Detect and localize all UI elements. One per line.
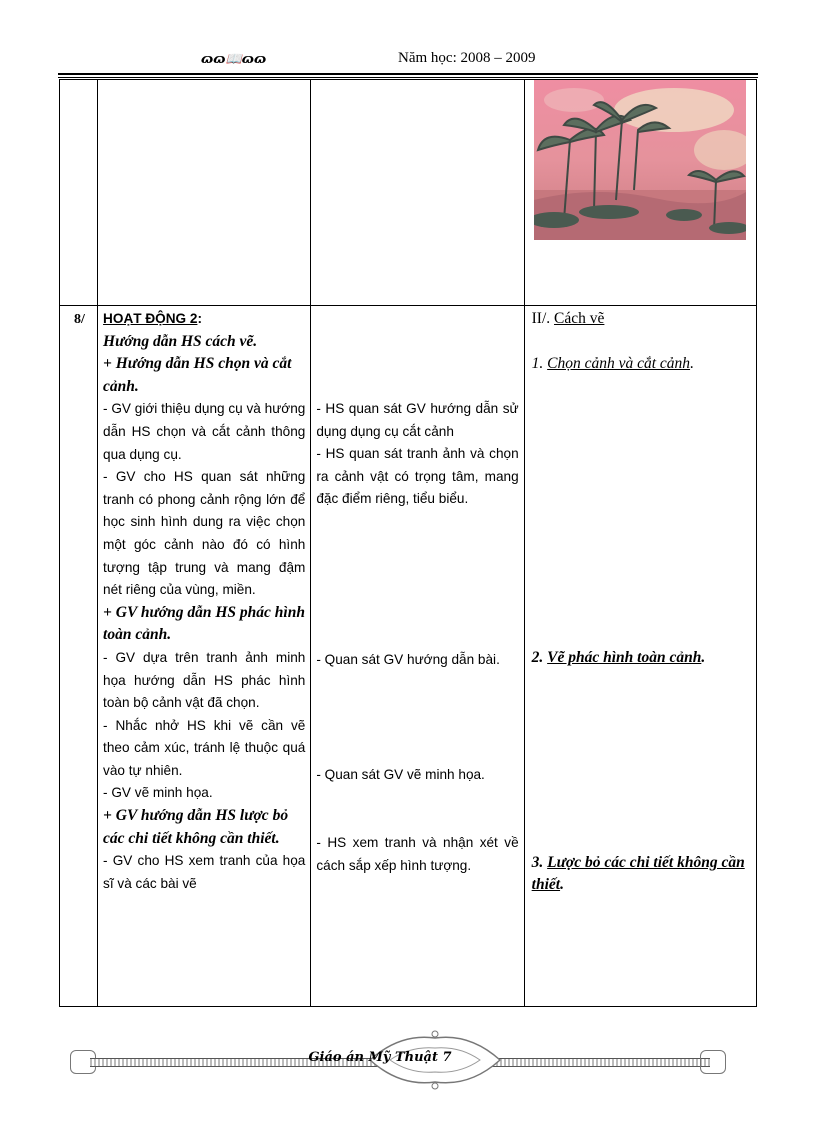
- activity-title: HOẠT ĐỘNG 2: [103, 311, 198, 326]
- student-paragraph: - HS xem tranh và nhận xét về cách sắp xếp hình tượng.: [316, 835, 519, 873]
- sub-heading: + GV hướng dẫn HS lược bỏ các chi tiết không cần thiết.: [103, 807, 289, 847]
- teacher-paragraph: - GV dựa trên tranh ảnh minh họa hướng dẫn HS phác hình toàn bộ cảnh vật đã chọn.: [103, 649, 306, 711]
- time-cell: [60, 306, 98, 1007]
- sub-heading: + GV hướng dẫn HS phác hình toàn cảnh.: [103, 603, 305, 644]
- teacher-paragraph: - GV cho HS quan sát những tranh có phong cảnh rộng lớn để học sinh hình dung ra việc chọn một góc cảnh nào đó có hình tượng tập trung và mang đậm nét riêng của vùng, miền.: [103, 469, 306, 598]
- page-header: [58, 48, 758, 74]
- header-rule: [58, 73, 758, 75]
- teacher-cell: [98, 80, 311, 306]
- student-paragraph: - Quan sát GV hướng dẫn bài.: [316, 651, 500, 667]
- content-cell: [524, 306, 756, 1007]
- page-footer: [60, 1028, 760, 1088]
- step-1: 1. Chọn cảnh và cắt cảnh.: [531, 354, 694, 372]
- time-value: 8/: [74, 312, 85, 327]
- student-cell: [311, 80, 524, 306]
- activity-heading: Hướng dẫn HS cách vẽ.: [103, 332, 258, 350]
- student-paragraph: - HS quan sát tranh ảnh và chọn ra cảnh vật có trọng tâm, mang đặc điểm riêng, tiểu biểu.: [316, 446, 519, 507]
- teacher-paragraph: - GV vẽ minh họa.: [103, 785, 213, 801]
- table-row: [60, 306, 757, 1007]
- student-paragraph: - HS quan sát GV hướng dẫn sử dụng dụng cụ cắt cảnh: [316, 401, 519, 439]
- teacher-paragraph: - Nhắc nhở HS khi vẽ cần vẽ theo cảm xúc, tránh lệ thuộc quá vào tự nhiên.: [103, 717, 306, 778]
- student-activity-cell: [311, 306, 524, 1007]
- landscape-painting-image: [534, 80, 746, 240]
- footer-ornament: [700, 1050, 726, 1074]
- section-heading: II/. Cách vẽ: [531, 310, 605, 327]
- step-2: 2. Vẽ phác hình toàn cảnh.: [531, 649, 706, 667]
- header-rule-thin: [58, 77, 758, 78]
- step-3: 3. Lược bỏ các chi tiết không cần thiết.: [531, 853, 745, 894]
- teacher-activity-cell: HOẠT ĐỘNG 2: Hướng dẫn HS cách vẽ. + Hướng dẫn HS chọn và cắt cảnh. - GV giới thiệu dụng cụ và hướng dẫn HS chọn và cắt cảnh thông qua dụng cụ. - GV cho HS quan sát những tranh có phong cảnh rộng lớn để học sinh hình dung ra việc chọn một góc cảnh nào đó có hình tượng tập trung và mang đậm nét riêng của vùng, miền. + GV hướng dẫn HS phác hình toàn cảnh. - GV dựa trên tranh ảnh minh họa hướng dẫn HS phác hình toàn bộ cảnh vật đã chọn. - Nhắc nhở HS khi vẽ cần vẽ theo cảm xúc, tránh lệ thuộc quá vào tự nhiên. - GV vẽ minh họa. + GV hướng dẫn HS lược bỏ các chi tiết không cần thiết. - GV cho HS xem tranh của họa sĩ và các bài vẽ: [98, 306, 311, 1007]
- time-cell: [60, 80, 98, 306]
- teacher-paragraph: - GV giới thiệu dụng cụ và hướng dẫn HS chọn và cắt cảnh thông qua dụng cụ.: [103, 401, 306, 462]
- sub-heading: + Hướng dẫn HS chọn và cắt cảnh.: [103, 355, 292, 395]
- student-paragraph: - Quan sát GV vẽ minh họa.: [316, 766, 485, 782]
- footer-title: Giáo án Mỹ Thuật 7: [308, 1050, 452, 1065]
- teacher-paragraph: - GV cho HS xem tranh của họa sĩ và các bài vẽ: [103, 853, 306, 891]
- school-year: Năm học: 2008 – 2009: [398, 50, 536, 66]
- header-decoration: ɷɷ📖ɷɷ: [201, 52, 267, 67]
